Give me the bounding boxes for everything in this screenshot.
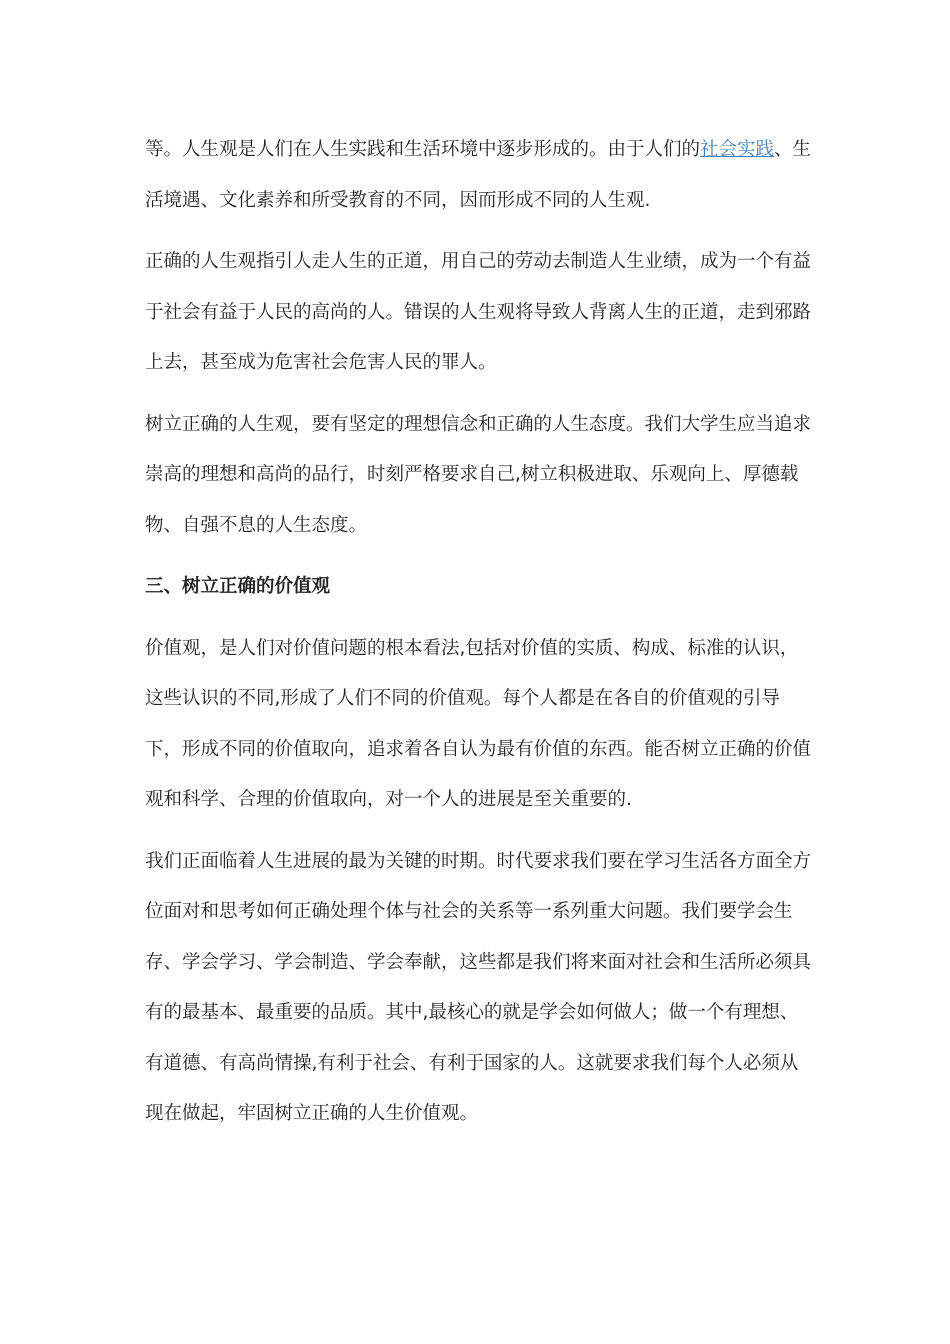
paragraph-correct-life-view: 正确的人生观指引人走人生的正道，用自己的劳动去制造人生业绩，成为一个有益于社会有益于人民的高尚的人。错误的人生观将导致人背离人生的正道，走到邪路上去，甚至成为危害社会危害人民的罪人。 — [145, 251, 812, 373]
paragraph-life-view-formation — [145, 125, 815, 226]
paragraph-values-definition: 价值观，是人们对价值问题的根本看法,包括对价值的实质、构成、标准的认识，这些认识的不同,形成了人们不同的价值观。每个人都是在各自的价值观的引导下，形成不同的价值取向，追求着各自认为最有价值的东西。能否树立正确的价值观和科学、合理的价值取向，对一个人的进展是至关重要的. — [145, 637, 812, 810]
document-page — [145, 125, 815, 1151]
social-practice-link[interactable]: 社会实践 — [700, 139, 775, 160]
paragraph-text-after-link: 、生活境遇、文化素养和所受教育的不同，因而形成不同的人生观. — [145, 139, 812, 211]
paragraph-critical-period: 我们正面临着人生进展的最为关键的时期。时代要求我们要在学习生活各方面全方位面对和思考如何正确处理个体与社会的关系等一系列重大问题。我们要学会生存、学会学习、学会制造、学会奉献，这些都是我们将来面对社会和生活所必须具有的最基本、最重要的品质。其中,最核心的就是学会如何做人；做一个有理想、有道德、有高尚情操,有利于社会、有利于国家的人。这就要求我们每个人必须从现在做起，牢固树立正确的人生价值观。 — [145, 850, 812, 1124]
paragraph-establish-life-view: 树立正确的人生观，要有坚定的理想信念和正确的人生态度。我们大学生应当追求崇高的理想和高尚的品行，时刻严格要求自己,树立积极进取、乐观向上、厚德载物、自强不息的人生态度。 — [145, 413, 812, 536]
paragraph-text-before-link: 等。人生观是人们在人生实践和生活环境中逐步形成的。由于人们的 — [145, 139, 701, 160]
section-heading-values: 三、树立正确的价值观 — [145, 576, 331, 597]
